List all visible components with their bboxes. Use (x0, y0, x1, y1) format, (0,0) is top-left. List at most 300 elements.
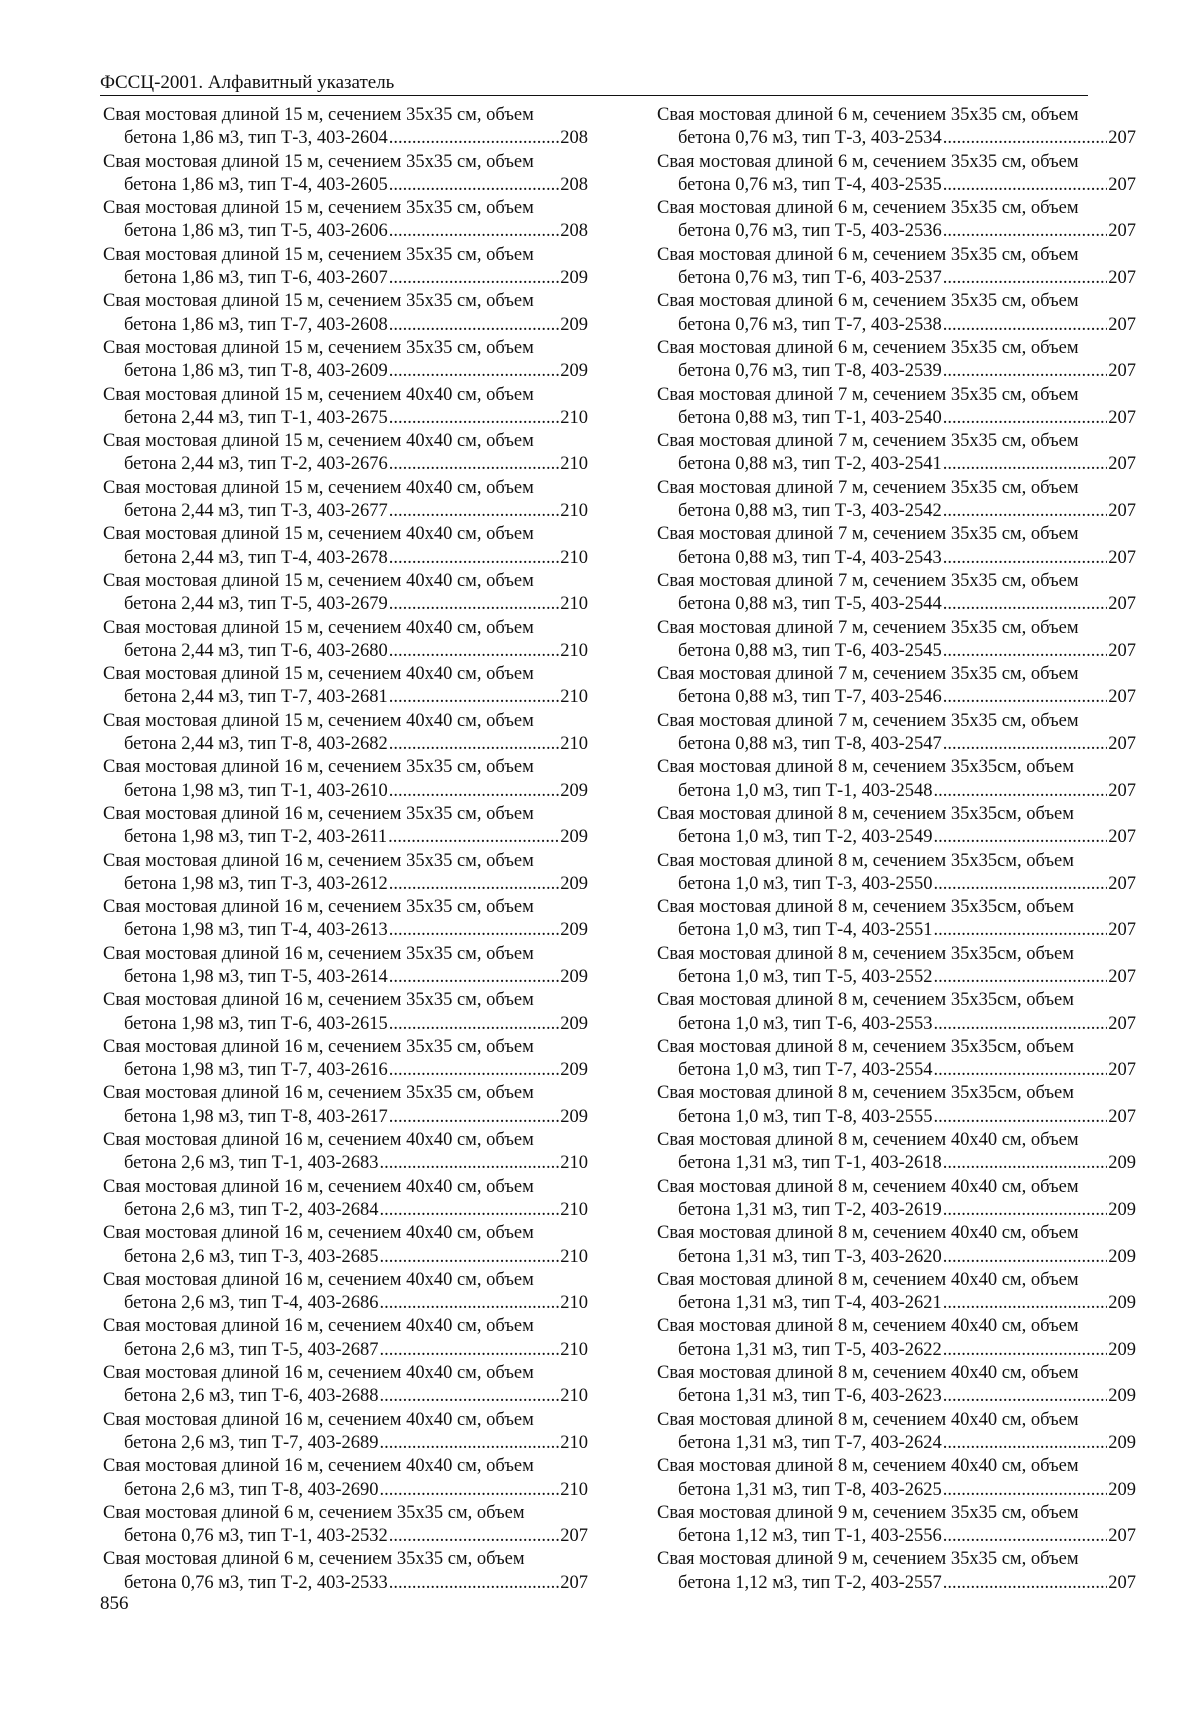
index-entry-title: Свая мостовая длиной 16 м, сечением 35х35 см, объем (103, 850, 534, 871)
index-entry-title: Свая мостовая длиной 8 м, сечением 35х35см, объем (657, 757, 1074, 778)
index-entry-detail-line (657, 1246, 1136, 1269)
dot-leader (389, 1106, 559, 1129)
index-entry-title: Свая мостовая длиной 16 м, сечением 35х35 см, объем (103, 1036, 534, 1057)
index-entry (657, 710, 1136, 757)
dot-leader (943, 1432, 1107, 1455)
index-entry-title: Свая мостовая длиной 15 м, сечением 40х40 см, объем (103, 570, 534, 591)
index-entry-detail: бетона 0,76 м3, тип Т-7, 403-2538 (678, 314, 942, 335)
index-entry-page: 210 (560, 640, 588, 661)
index-entry-detail-line (103, 1479, 588, 1502)
index-entry-title: Свая мостовая длиной 15 м, сечением 40х40 см, объем (103, 664, 534, 685)
dot-leader (943, 1152, 1107, 1175)
index-entry-detail: бетона 0,88 м3, тип Т-2, 403-2541 (678, 454, 942, 475)
index-entry-detail-line (657, 500, 1136, 523)
index-entry-detail: бетона 1,0 м3, тип Т-7, 403-2554 (678, 1060, 933, 1081)
dot-leader (389, 127, 559, 150)
index-entry-page: 209 (1108, 1386, 1136, 1407)
index-entry-page: 210 (560, 407, 588, 428)
index-entry-detail-line (103, 174, 588, 197)
index-entry-page: 210 (560, 454, 588, 475)
dot-leader (380, 1479, 560, 1502)
index-entry (657, 1269, 1136, 1316)
index-entry-detail: бетона 1,31 м3, тип Т-3, 403-2620 (678, 1246, 942, 1267)
index-entry-page: 207 (1108, 454, 1136, 475)
index-entry-page: 209 (560, 1013, 588, 1034)
dot-leader (389, 1059, 559, 1082)
dot-leader (389, 1525, 559, 1548)
index-entry-page: 209 (1108, 1339, 1136, 1360)
index-entry-title: Свая мостовая длиной 7 м, сечением 35х35 см, объем (657, 710, 1079, 731)
index-entry (103, 756, 588, 803)
index-entry-detail-line (103, 686, 588, 709)
index-entry-detail-line (657, 593, 1136, 616)
index-entry-title: Свая мостовая длиной 15 м, сечением 40х40 см, объем (103, 477, 534, 498)
index-entry-detail-line (103, 733, 588, 756)
index-entry-detail: бетона 0,76 м3, тип Т-8, 403-2539 (678, 361, 942, 382)
index-entry-detail: бетона 0,88 м3, тип Т-7, 403-2546 (678, 687, 942, 708)
index-entry-title: Свая мостовая длиной 15 м, сечением 40х40 см, объем (103, 710, 534, 731)
index-entry-page: 209 (1108, 1479, 1136, 1500)
dot-leader (389, 593, 559, 616)
index-entry-detail-line (657, 407, 1136, 430)
index-entry-title: Свая мостовая длиной 9 м, сечением 35х35 см, объем (657, 1502, 1079, 1523)
index-entry (103, 663, 588, 710)
index-entry-page: 208 (560, 221, 588, 242)
dot-leader (389, 453, 559, 476)
index-entry-title: Свая мостовая длиной 15 м, сечением 40х40 см, объем (103, 524, 534, 545)
index-entry-detail: бетона 1,0 м3, тип Т-2, 403-2549 (678, 827, 933, 848)
index-entry-detail-line (103, 1292, 588, 1315)
index-entry-page: 207 (1108, 640, 1136, 661)
index-entry-detail: бетона 1,98 м3, тип Т-4, 403-2613 (124, 920, 388, 941)
index-entry-title: Свая мостовая длиной 8 м, сечением 35х35см, объем (657, 1036, 1074, 1057)
index-entry (657, 1222, 1136, 1269)
index-entry-detail-line (657, 220, 1136, 243)
index-entry (657, 1502, 1136, 1549)
index-column-right (657, 104, 1136, 1595)
index-entry-title: Свая мостовая длиной 6 м, сечением 35х35 см, объем (657, 337, 1079, 358)
dot-leader (943, 314, 1107, 337)
index-entry-title: Свая мостовая длиной 16 м, сечением 35х35 см, объем (103, 757, 534, 778)
dot-leader (389, 1013, 559, 1036)
index-entry-page: 210 (560, 1386, 588, 1407)
index-entry-page: 207 (1108, 734, 1136, 755)
index-entry-detail: бетона 0,88 м3, тип Т-3, 403-2542 (678, 501, 942, 522)
index-entry-page: 209 (1108, 1199, 1136, 1220)
index-entry-detail: бетона 0,88 м3, тип Т-5, 403-2544 (678, 594, 942, 615)
index-entry-detail-line (103, 919, 588, 942)
dot-leader (934, 1106, 1108, 1129)
index-entry (657, 896, 1136, 943)
index-entry-page: 207 (1108, 687, 1136, 708)
dot-leader (389, 500, 559, 523)
index-entry-title: Свая мостовая длиной 16 м, сечением 40х40 см, объем (103, 1223, 534, 1244)
index-entry-detail: бетона 1,98 м3, тип Т-5, 403-2614 (124, 966, 388, 987)
index-entry-detail: бетона 0,88 м3, тип Т-4, 403-2543 (678, 547, 942, 568)
index-entry-detail-line (103, 1106, 588, 1129)
index-entry-page: 207 (560, 1526, 588, 1547)
index-entry-page: 207 (1108, 1013, 1136, 1034)
index-entry-page: 207 (1108, 827, 1136, 848)
index-entry-detail: бетона 1,98 м3, тип Т-6, 403-2615 (124, 1013, 388, 1034)
index-entry-detail-line (103, 127, 588, 150)
index-entry-title: Свая мостовая длиной 8 м, сечением 40х40 см, объем (657, 1269, 1079, 1290)
index-entry-detail-line (103, 500, 588, 523)
index-entry-page: 207 (1108, 407, 1136, 428)
index-entry-title: Свая мостовая длиной 6 м, сечением 35х35 см, объем (657, 198, 1079, 219)
index-entry (657, 1315, 1136, 1362)
index-entry (657, 290, 1136, 337)
index-entry-page: 207 (1108, 174, 1136, 195)
dot-leader (389, 966, 559, 989)
index-entry-detail: бетона 2,44 м3, тип Т-8, 403-2682 (124, 734, 388, 755)
index-entry-page: 209 (1108, 1153, 1136, 1174)
index-entry-page: 207 (1108, 966, 1136, 987)
index-entry-detail: бетона 0,76 м3, тип Т-2, 403-2533 (124, 1572, 388, 1593)
index-entry-title: Свая мостовая длиной 8 м, сечением 40х40 см, объем (657, 1223, 1079, 1244)
index-entry-title: Свая мостовая длиной 8 м, сечением 40х40 см, объем (657, 1363, 1079, 1384)
index-entry-title: Свая мостовая длиной 7 м, сечением 35х35 см, объем (657, 477, 1079, 498)
index-entry-detail: бетона 1,86 м3, тип Т-4, 403-2605 (124, 174, 388, 195)
index-entry-page: 207 (1108, 268, 1136, 289)
index-entry-title: Свая мостовая длиной 8 м, сечением 40х40 см, объем (657, 1409, 1079, 1430)
index-entry-detail-line (103, 1246, 588, 1269)
index-entry-detail: бетона 0,88 м3, тип Т-1, 403-2540 (678, 407, 942, 428)
index-entry-page: 207 (1108, 501, 1136, 522)
index-entry (103, 244, 588, 291)
page-header (100, 72, 1088, 96)
index-entry-detail-line (103, 314, 588, 337)
index-entry-title: Свая мостовая длиной 15 м, сечением 35х35 см, объем (103, 105, 534, 125)
index-entry (103, 337, 588, 384)
index-entry (103, 943, 588, 990)
index-entry-detail-line (103, 1525, 588, 1548)
index-entry-title: Свая мостовая длиной 8 м, сечением 35х35см, объем (657, 990, 1074, 1011)
index-entry-detail: бетона 0,88 м3, тип Т-6, 403-2545 (678, 640, 942, 661)
index-entry-detail-line (657, 1432, 1136, 1455)
dot-leader (380, 1339, 560, 1362)
dot-leader (943, 1479, 1107, 1502)
index-entry-title: Свая мостовая длиной 8 м, сечением 35х35см, объем (657, 850, 1074, 871)
index-entry (103, 1455, 588, 1502)
index-entry-page: 207 (1108, 1526, 1136, 1547)
index-entry-detail: бетона 2,44 м3, тип Т-1, 403-2675 (124, 407, 388, 428)
dot-leader (943, 453, 1107, 476)
page-number: 856 (100, 1593, 129, 1614)
index-entry-detail: бетона 2,6 м3, тип Т-5, 403-2687 (124, 1339, 379, 1360)
index-entry-detail: бетона 2,44 м3, тип Т-2, 403-2676 (124, 454, 388, 475)
index-entry (657, 1409, 1136, 1456)
index-entry-detail: бетона 1,98 м3, тип Т-8, 403-2617 (124, 1106, 388, 1127)
index-entry-title: Свая мостовая длиной 16 м, сечением 40х40 см, объем (103, 1316, 534, 1337)
index-entry-page: 210 (560, 1339, 588, 1360)
index-entry (103, 1222, 588, 1269)
index-entry (657, 523, 1136, 570)
index-entry-title: Свая мостовая длиной 15 м, сечением 40х40 см, объем (103, 431, 534, 452)
index-entry-detail: бетона 1,0 м3, тип Т-4, 403-2551 (678, 920, 933, 941)
index-entry (657, 617, 1136, 664)
index-entry-detail: бетона 2,6 м3, тип Т-7, 403-2689 (124, 1432, 379, 1453)
index-entry-title: Свая мостовая длиной 6 м, сечением 35х35 см, объем (657, 291, 1079, 312)
dot-leader (943, 686, 1107, 709)
dot-leader (380, 1246, 560, 1269)
dot-leader (943, 360, 1107, 383)
index-entry-page: 209 (1108, 1293, 1136, 1314)
index-entry-detail: бетона 0,76 м3, тип Т-1, 403-2532 (124, 1526, 388, 1547)
index-entry-title: Свая мостовая длиной 8 м, сечением 40х40 см, объем (657, 1176, 1079, 1197)
index-entry-detail-line (657, 1339, 1136, 1362)
index-entry (657, 1129, 1136, 1176)
index-entry (103, 1082, 588, 1129)
index-entry-detail-line (657, 1013, 1136, 1036)
dot-leader (934, 966, 1108, 989)
index-entry-detail-line (103, 1385, 588, 1408)
dot-leader (389, 407, 559, 430)
index-entry-page: 210 (560, 594, 588, 615)
index-entry-title: Свая мостовая длиной 16 м, сечением 35х35 см, объем (103, 1083, 534, 1104)
index-entry-detail-line (657, 1106, 1136, 1129)
index-entry-detail-line (103, 780, 588, 803)
index-entry-detail-line (657, 174, 1136, 197)
index-entry-detail: бетона 1,31 м3, тип Т-1, 403-2618 (678, 1153, 942, 1174)
index-entry-page: 209 (560, 780, 588, 801)
index-entry-title: Свая мостовая длиной 8 м, сечением 35х35см, объем (657, 803, 1074, 824)
index-entry (657, 477, 1136, 524)
index-entry-detail-line (657, 640, 1136, 663)
index-entry-detail-line (103, 873, 588, 896)
index-entry-page: 207 (1108, 594, 1136, 615)
index-entry-page: 210 (560, 1479, 588, 1500)
index-entry (657, 1362, 1136, 1409)
index-entry-title: Свая мостовая длиной 8 м, сечением 40х40 см, объем (657, 1130, 1079, 1151)
index-entry-page: 209 (560, 1106, 588, 1127)
index-entry-detail: бетона 1,0 м3, тип Т-1, 403-2548 (678, 780, 933, 801)
index-entry (103, 617, 588, 664)
index-entry-detail-line (103, 966, 588, 989)
dot-leader (389, 314, 559, 337)
index-entry-title: Свая мостовая длиной 16 м, сечением 40х40 см, объем (103, 1456, 534, 1477)
index-entry-page: 210 (560, 687, 588, 708)
index-entry-detail: бетона 2,44 м3, тип Т-3, 403-2677 (124, 501, 388, 522)
index-entry-detail: бетона 1,86 м3, тип Т-7, 403-2608 (124, 314, 388, 335)
index-entry-detail-line (657, 826, 1136, 849)
index-entry (103, 104, 588, 151)
index-entry-detail: бетона 1,12 м3, тип Т-2, 403-2557 (678, 1572, 942, 1593)
index-entry (657, 989, 1136, 1036)
index-entry-title: Свая мостовая длиной 16 м, сечением 35х35 см, объем (103, 803, 534, 824)
index-entry-detail-line (103, 407, 588, 430)
index-entry-detail-line (657, 453, 1136, 476)
index-entry-detail: бетона 1,0 м3, тип Т-6, 403-2553 (678, 1013, 933, 1034)
index-entry-title: Свая мостовая длиной 15 м, сечением 35х35 см, объем (103, 337, 534, 358)
index-entry-title: Свая мостовая длиной 15 м, сечением 35х35 см, объем (103, 244, 534, 265)
index-entry-title: Свая мостовая длиной 15 м, сечением 40х40 см, объем (103, 617, 534, 638)
index-entry (103, 523, 588, 570)
index-entry (657, 384, 1136, 431)
index-entry (103, 1129, 588, 1176)
index-entry-detail-line (657, 360, 1136, 383)
index-entry (103, 850, 588, 897)
index-entry-title: Свая мостовая длиной 6 м, сечением 35х35 см, объем (103, 1502, 525, 1523)
index-entry-title: Свая мостовая длиной 8 м, сечением 40х40 см, объем (657, 1316, 1079, 1337)
index-entry-title: Свая мостовая длиной 7 м, сечением 35х35 см, объем (657, 617, 1079, 638)
index-entry-detail-line (103, 453, 588, 476)
index-entry-title: Свая мостовая длиной 16 м, сечением 40х40 см, объем (103, 1269, 534, 1290)
index-entry-detail-line (657, 1525, 1136, 1548)
index-entry (103, 1362, 588, 1409)
index-entry-title: Свая мостовая длиной 7 м, сечением 35х35 см, объем (657, 570, 1079, 591)
index-entry-page: 210 (560, 1153, 588, 1174)
index-entry-detail: бетона 1,31 м3, тип Т-7, 403-2624 (678, 1432, 942, 1453)
index-entry (657, 151, 1136, 198)
index-entry (103, 151, 588, 198)
index-entry-detail-line (103, 220, 588, 243)
index-entry (657, 197, 1136, 244)
index-entry-detail: бетона 1,86 м3, тип Т-6, 403-2607 (124, 268, 388, 289)
index-entry-page: 210 (560, 1246, 588, 1267)
index-entry-title: Свая мостовая длиной 15 м, сечением 35х35 см, объем (103, 291, 534, 312)
index-entry (657, 663, 1136, 710)
index-entry-page: 209 (560, 314, 588, 335)
index-entry (657, 430, 1136, 477)
index-entry (103, 1269, 588, 1316)
dot-leader (943, 1246, 1107, 1269)
index-entry-detail: бетона 1,31 м3, тип Т-5, 403-2622 (678, 1339, 942, 1360)
index-entry-detail-line (103, 1339, 588, 1362)
index-entry-title: Свая мостовая длиной 16 м, сечением 35х35 см, объем (103, 990, 534, 1011)
index-entry-detail-line (657, 1152, 1136, 1175)
index-entry-page: 208 (560, 174, 588, 195)
index-entry-detail-line (657, 1292, 1136, 1315)
index-entry (657, 850, 1136, 897)
index-entry-page: 208 (560, 128, 588, 149)
dot-leader (380, 1385, 560, 1408)
index-entry-detail: бетона 0,88 м3, тип Т-8, 403-2547 (678, 734, 942, 755)
dot-leader (934, 873, 1108, 896)
index-entry (657, 1176, 1136, 1223)
index-entry-title: Свая мостовая длиной 8 м, сечением 35х35см, объем (657, 897, 1074, 918)
index-entry-detail-line (103, 1059, 588, 1082)
dot-leader (943, 500, 1107, 523)
dot-leader (389, 733, 559, 756)
index-entry-title: Свая мостовая длиной 8 м, сечением 40х40 см, объем (657, 1456, 1079, 1477)
index-entry (103, 570, 588, 617)
index-entry (103, 1409, 588, 1456)
dot-leader (943, 1339, 1107, 1362)
dot-leader (389, 873, 559, 896)
index-entry-page: 210 (560, 547, 588, 568)
index-entry-page: 210 (560, 501, 588, 522)
index-entry-detail-line (657, 686, 1136, 709)
dot-leader (380, 1432, 560, 1455)
index-entry-detail-line (657, 1199, 1136, 1222)
index-entry-title: Свая мостовая длиной 6 м, сечением 35х35 см, объем (103, 1549, 525, 1570)
index-entry-page: 210 (560, 1199, 588, 1220)
index-entry-detail: бетона 2,44 м3, тип Т-7, 403-2681 (124, 687, 388, 708)
index-entry-detail-line (103, 826, 588, 849)
dot-leader (943, 640, 1107, 663)
index-entry-detail: бетона 1,31 м3, тип Т-2, 403-2619 (678, 1199, 942, 1220)
index-entry-title: Свая мостовая длиной 16 м, сечением 40х40 см, объем (103, 1409, 534, 1430)
index-entry-title: Свая мостовая длиной 6 м, сечением 35х35 см, объем (657, 105, 1079, 125)
index-entry-page: 207 (1108, 361, 1136, 382)
index-entry-detail: бетона 0,76 м3, тип Т-4, 403-2535 (678, 174, 942, 195)
index-entry-detail-line (657, 267, 1136, 290)
dot-leader (943, 1385, 1107, 1408)
index-entry-detail-line (103, 640, 588, 663)
index-entry-title: Свая мостовая длиной 7 м, сечением 35х35 см, объем (657, 384, 1079, 405)
index-entry-detail: бетона 2,44 м3, тип Т-6, 403-2680 (124, 640, 388, 661)
index-entry-detail-line (657, 547, 1136, 570)
dot-leader (389, 919, 559, 942)
index-entry-title: Свая мостовая длиной 16 м, сечением 40х40 см, объем (103, 1176, 534, 1197)
index-entry-detail-line (103, 1152, 588, 1175)
index-entry-page: 207 (1108, 873, 1136, 894)
dot-leader (943, 267, 1107, 290)
index-entry-page: 207 (560, 1572, 588, 1593)
index-entry-page: 210 (560, 1293, 588, 1314)
index-entry-title: Свая мостовая длиной 6 м, сечением 35х35 см, объем (657, 151, 1079, 172)
dot-leader (934, 919, 1108, 942)
index-entry-title: Свая мостовая длиной 16 м, сечением 40х40 см, объем (103, 1363, 534, 1384)
index-entry (103, 1036, 588, 1083)
dot-leader (389, 174, 559, 197)
index-entry (657, 570, 1136, 617)
index-entry-page: 207 (1108, 221, 1136, 242)
index-entry-detail: бетона 1,31 м3, тип Т-4, 403-2621 (678, 1293, 942, 1314)
index-entry (103, 1315, 588, 1362)
index-entry-page: 209 (560, 966, 588, 987)
index-entry-page: 209 (1108, 1432, 1136, 1453)
index-entry-detail: бетона 0,76 м3, тип Т-3, 403-2534 (678, 128, 942, 149)
index-entry-page: 210 (560, 1432, 588, 1453)
index-entry-detail-line (657, 314, 1136, 337)
dot-leader (389, 780, 559, 803)
dot-leader (943, 593, 1107, 616)
dot-leader (389, 686, 559, 709)
dot-leader (934, 1013, 1108, 1036)
index-entry-detail: бетона 1,31 м3, тип Т-6, 403-2623 (678, 1386, 942, 1407)
dot-leader (943, 174, 1107, 197)
index-entry-detail-line (103, 1199, 588, 1222)
index-entry-page: 209 (560, 920, 588, 941)
dot-leader (934, 1059, 1108, 1082)
index-entry (657, 337, 1136, 384)
index-entry-detail-line (103, 547, 588, 570)
index-entry (103, 430, 588, 477)
index-entry-page: 209 (1108, 1246, 1136, 1267)
dot-leader (934, 780, 1108, 803)
index-entry-detail: бетона 1,0 м3, тип Т-3, 403-2550 (678, 873, 933, 894)
index-entry-page: 207 (1108, 1572, 1136, 1593)
index-entry (657, 244, 1136, 291)
index-entry (657, 1548, 1136, 1595)
dot-leader (380, 1152, 560, 1175)
index-entry-detail: бетона 1,98 м3, тип Т-7, 403-2616 (124, 1060, 388, 1081)
index-entry (657, 803, 1136, 850)
dot-leader (380, 1292, 560, 1315)
index-entry-page: 207 (1108, 128, 1136, 149)
index-entry-page: 209 (560, 827, 588, 848)
index-column-left (103, 104, 588, 1595)
index-entry-detail: бетона 2,44 м3, тип Т-4, 403-2678 (124, 547, 388, 568)
index-entry-title: Свая мостовая длиной 7 м, сечением 35х35 см, объем (657, 431, 1079, 452)
dot-leader (943, 1199, 1107, 1222)
index-entry (103, 197, 588, 244)
index-entry-detail: бетона 1,98 м3, тип Т-3, 403-2612 (124, 873, 388, 894)
index-entry-detail: бетона 1,98 м3, тип Т-1, 403-2610 (124, 780, 388, 801)
index-entry-detail: бетона 1,98 м3, тип Т-2, 403-2611 (124, 827, 388, 848)
